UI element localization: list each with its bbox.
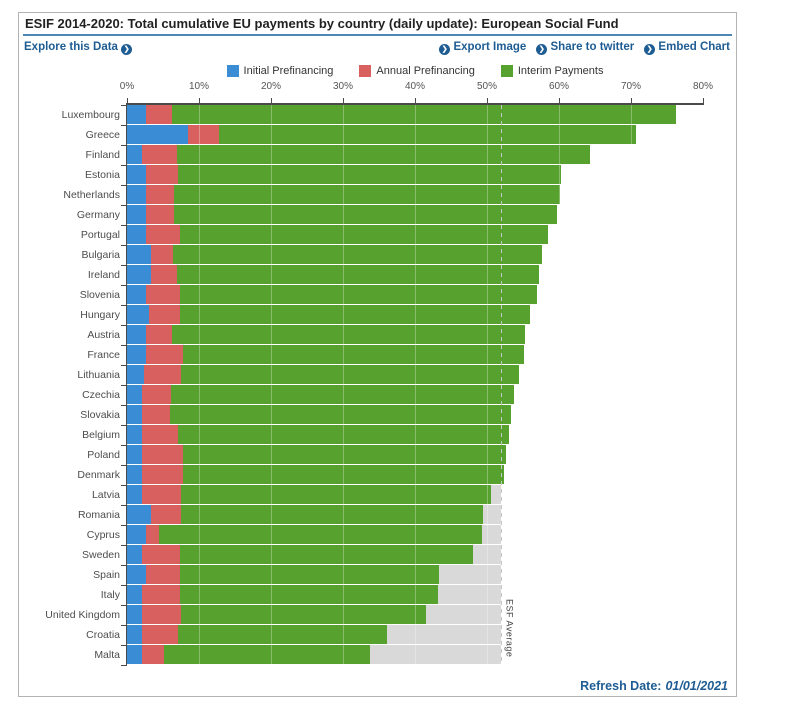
refresh-date (580, 679, 728, 693)
stacked-bar (127, 505, 483, 524)
title-divider (23, 34, 732, 36)
bar-segment-annual-prefinancing[interactable] (142, 445, 183, 464)
stacked-bar (127, 145, 590, 164)
legend-label: Initial Prefinancing (243, 65, 334, 77)
bar-segment-annual-prefinancing[interactable] (146, 185, 173, 204)
country-label: Czechia (82, 389, 120, 401)
country-label: Bulgaria (81, 249, 120, 261)
below-average-area (439, 565, 502, 584)
bar-segment-interim-payments[interactable] (172, 325, 526, 344)
country-label: Croatia (86, 629, 120, 641)
bar-segment-initial-prefinancing[interactable] (127, 245, 151, 264)
chevron-circle-icon: ❯ (121, 44, 132, 55)
y-axis-tick (121, 645, 126, 646)
country-label: Belgium (82, 429, 120, 441)
esf-average-line (501, 105, 502, 665)
bar-segment-initial-prefinancing[interactable] (127, 525, 146, 544)
bar-segment-initial-prefinancing[interactable] (127, 305, 149, 324)
country-label: Lithuania (77, 369, 120, 381)
country-labels-column (19, 105, 120, 665)
bar-segment-annual-prefinancing[interactable] (146, 105, 171, 124)
country-label: Malta (94, 649, 120, 661)
legend-swatch (359, 65, 371, 77)
bar-segment-interim-payments[interactable] (183, 445, 506, 464)
bar-segment-annual-prefinancing[interactable] (142, 405, 170, 424)
bar-segment-annual-prefinancing[interactable] (142, 545, 179, 564)
bar-segment-interim-payments[interactable] (159, 525, 482, 544)
legend-swatch (501, 65, 513, 77)
country-label: Denmark (77, 469, 120, 481)
stacked-bar (127, 525, 482, 544)
y-axis-tick (121, 125, 126, 126)
x-axis-tick-label: 50% (476, 81, 498, 92)
bar-segment-interim-payments[interactable] (180, 565, 439, 584)
bar-segment-initial-prefinancing[interactable] (127, 165, 146, 184)
bar-segment-annual-prefinancing[interactable] (146, 285, 179, 304)
y-axis-tick (121, 165, 126, 166)
bar-segment-interim-payments[interactable] (180, 225, 549, 244)
y-axis-tick (121, 105, 126, 106)
stacked-bar (127, 365, 519, 384)
gridline-overlay (415, 105, 416, 665)
bar-segment-interim-payments[interactable] (183, 345, 524, 364)
country-label: Finland (85, 149, 120, 161)
bar-segment-initial-prefinancing[interactable] (127, 545, 142, 564)
stacked-bar (127, 345, 524, 364)
bar-segment-annual-prefinancing[interactable] (146, 205, 173, 224)
bar-segment-interim-payments[interactable] (178, 625, 387, 644)
bar-segment-initial-prefinancing[interactable] (127, 225, 146, 244)
stacked-bar (127, 325, 525, 344)
country-label: Sweden (82, 549, 120, 561)
explore-data-link[interactable] (24, 41, 132, 53)
bar-segment-initial-prefinancing[interactable] (127, 205, 146, 224)
chart-legend (127, 65, 703, 77)
stacked-bar (127, 385, 514, 404)
bar-segment-annual-prefinancing[interactable] (188, 125, 219, 144)
bar-segment-interim-payments[interactable] (180, 285, 537, 304)
bar-segment-initial-prefinancing[interactable] (127, 505, 151, 524)
stacked-bar (127, 405, 511, 424)
y-axis-tick (121, 625, 126, 626)
y-axis-tick (121, 185, 126, 186)
below-average-area (426, 605, 502, 624)
x-axis-tick-label: 40% (404, 81, 426, 92)
bar-segment-interim-payments[interactable] (180, 545, 473, 564)
bar-segment-interim-payments[interactable] (170, 405, 511, 424)
bar-segment-interim-payments[interactable] (219, 125, 636, 144)
embed-chart-icon: ❯ (644, 44, 655, 55)
legend-swatch (227, 65, 239, 77)
gridline-overlay (487, 105, 488, 665)
below-average-area (491, 485, 502, 504)
bar-segment-initial-prefinancing[interactable] (127, 185, 146, 204)
refresh-date-label: Refresh Date: (580, 679, 662, 693)
export-image-label: Export Image (453, 41, 527, 53)
below-average-area (438, 585, 501, 604)
stacked-bar (127, 465, 504, 484)
stacked-bar (127, 645, 370, 664)
y-axis-tick (121, 565, 126, 566)
country-label: Ireland (87, 269, 120, 281)
country-label: France (87, 349, 120, 361)
bar-segment-initial-prefinancing[interactable] (127, 565, 146, 584)
gridline-overlay (703, 105, 704, 665)
y-axis-tick (121, 205, 126, 206)
bar-segment-annual-prefinancing[interactable] (151, 265, 176, 284)
embed-chart-link[interactable] (644, 41, 730, 55)
stacked-bar (127, 245, 542, 264)
country-label: Hungary (80, 309, 120, 321)
bar-segment-annual-prefinancing[interactable] (142, 425, 178, 444)
legend-item-annual-prefinancing[interactable] (359, 65, 474, 77)
country-label: Romania (77, 509, 120, 521)
x-axis-tick-label: 80% (692, 81, 714, 92)
bar-segment-initial-prefinancing[interactable] (127, 465, 142, 484)
country-label: Slovenia (79, 289, 120, 301)
bar-segment-annual-prefinancing[interactable] (146, 225, 179, 244)
country-label: Spain (93, 569, 120, 581)
embed-chart-label: Embed Chart (658, 41, 730, 53)
bar-segment-interim-payments[interactable] (181, 365, 519, 384)
share-twitter-link[interactable] (536, 41, 634, 55)
bar-segment-annual-prefinancing[interactable] (142, 625, 178, 644)
y-axis-tick (121, 525, 126, 526)
y-axis-tick (121, 445, 126, 446)
gridline-overlay (271, 105, 272, 665)
bar-segment-initial-prefinancing[interactable] (127, 425, 142, 444)
country-label: Slovakia (80, 409, 120, 421)
bar-segment-initial-prefinancing[interactable] (127, 445, 142, 464)
bar-segment-initial-prefinancing[interactable] (127, 485, 142, 504)
gridline-overlay (559, 105, 560, 665)
bar-segment-initial-prefinancing[interactable] (127, 325, 146, 344)
bar-segment-initial-prefinancing[interactable] (127, 365, 144, 384)
share-twitter-icon: ❯ (536, 44, 547, 55)
stacked-bar (127, 605, 426, 624)
country-label: Germany (76, 209, 120, 221)
y-axis-tick (121, 345, 126, 346)
bar-segment-interim-payments[interactable] (181, 505, 483, 524)
bar-segment-interim-payments[interactable] (164, 645, 369, 664)
share-twitter-label: Share to twitter (550, 41, 635, 53)
stacked-bar (127, 425, 509, 444)
x-axis-tick-label: 60% (548, 81, 570, 92)
bar-segment-interim-payments[interactable] (181, 605, 426, 624)
bar-segment-initial-prefinancing[interactable] (127, 125, 188, 144)
y-axis-tick (121, 385, 126, 386)
stacked-bar (127, 165, 561, 184)
stacked-bar (127, 225, 548, 244)
bar-segment-annual-prefinancing[interactable] (151, 505, 181, 524)
stacked-bar (127, 485, 491, 504)
bar-segment-annual-prefinancing[interactable] (142, 645, 164, 664)
explore-data-label: Explore this Data (24, 41, 118, 53)
stacked-bar (127, 305, 530, 324)
export-image-icon: ❯ (439, 44, 450, 55)
country-label: Luxembourg (61, 109, 120, 121)
bar-segment-interim-payments[interactable] (177, 145, 590, 164)
country-label: Netherlands (63, 189, 120, 201)
bar-segment-annual-prefinancing[interactable] (146, 565, 179, 584)
esf-average-label: ESF Average (504, 599, 515, 658)
toolbar (24, 41, 730, 57)
bar-segment-interim-payments[interactable] (177, 265, 539, 284)
bar-segment-annual-prefinancing[interactable] (149, 305, 179, 324)
country-label: Latvia (91, 489, 120, 501)
gridline-overlay (343, 105, 344, 665)
below-average-area (387, 625, 501, 644)
country-label: Italy (100, 589, 120, 601)
stacked-bar (127, 445, 506, 464)
y-axis-tick (121, 425, 126, 426)
x-axis-tick-label: 20% (260, 81, 282, 92)
y-axis-tick (121, 245, 126, 246)
stacked-bar (127, 105, 676, 124)
bar-segment-initial-prefinancing[interactable] (127, 585, 142, 604)
bar-segment-interim-payments[interactable] (181, 485, 491, 504)
y-axis-tick (121, 145, 126, 146)
chart-title: ESIF 2014-2020: Total cumulative EU payments by country (daily update): European Social Fund (25, 16, 619, 31)
y-axis-tick (121, 605, 126, 606)
bar-segment-initial-prefinancing[interactable] (127, 145, 142, 164)
toolbar-right (439, 41, 730, 55)
bar-segment-interim-payments[interactable] (180, 305, 531, 324)
bar-segment-initial-prefinancing[interactable] (127, 405, 142, 424)
bar-segment-initial-prefinancing[interactable] (127, 105, 146, 124)
bar-segment-annual-prefinancing[interactable] (142, 145, 177, 164)
y-axis-tick (121, 405, 126, 406)
x-axis-tick-label: 10% (188, 81, 210, 92)
bar-segment-initial-prefinancing[interactable] (127, 265, 151, 284)
export-image-link[interactable] (439, 41, 526, 55)
refresh-date-value: 01/01/2021 (665, 679, 728, 693)
country-label: Estonia (84, 169, 120, 181)
plot-area (127, 105, 703, 665)
bar-segment-annual-prefinancing[interactable] (151, 245, 173, 264)
y-axis-tick (121, 285, 126, 286)
x-axis-tick-label: 70% (620, 81, 642, 92)
x-axis-tick-label: 30% (332, 81, 354, 92)
bar-segment-interim-payments[interactable] (172, 105, 676, 124)
bar-segment-annual-prefinancing[interactable] (142, 465, 183, 484)
bar-segment-annual-prefinancing[interactable] (144, 365, 181, 384)
stacked-bar (127, 585, 438, 604)
stacked-bar (127, 285, 537, 304)
bar-segment-interim-payments[interactable] (178, 165, 561, 184)
y-axis-tick (121, 305, 126, 306)
y-axis-tick (121, 505, 126, 506)
stacked-bar (127, 205, 557, 224)
bar-segment-initial-prefinancing[interactable] (127, 285, 146, 304)
legend-label: Interim Payments (517, 65, 604, 77)
country-label: United Kingdom (45, 609, 120, 621)
y-axis-tick (121, 225, 126, 226)
legend-item-interim-payments[interactable] (501, 65, 604, 77)
bar-segment-annual-prefinancing[interactable] (142, 605, 181, 624)
bar-segment-interim-payments[interactable] (174, 205, 557, 224)
below-average-area (370, 645, 502, 664)
y-axis-tick (121, 485, 126, 486)
legend-label: Annual Prefinancing (376, 65, 475, 77)
gridline-overlay (631, 105, 632, 665)
country-label: Portugal (80, 229, 120, 241)
y-axis-tick (121, 365, 126, 366)
country-label: Greece (85, 129, 120, 141)
chart-container (18, 12, 737, 697)
y-axis-tick (121, 265, 126, 266)
bar-segment-initial-prefinancing[interactable] (127, 645, 142, 664)
y-axis-tick (121, 465, 126, 466)
stacked-bar (127, 265, 539, 284)
bar-segment-initial-prefinancing[interactable] (127, 385, 142, 404)
bar-segment-initial-prefinancing[interactable] (127, 605, 142, 624)
y-axis-tick (121, 545, 126, 546)
stacked-bar (127, 625, 387, 644)
below-average-area (482, 525, 501, 544)
bar-segment-initial-prefinancing[interactable] (127, 625, 142, 644)
y-axis-tick (121, 665, 126, 666)
country-label: Poland (87, 449, 120, 461)
bar-segment-annual-prefinancing[interactable] (142, 485, 181, 504)
stacked-bar (127, 565, 439, 584)
stacked-bar (127, 545, 473, 564)
y-axis-tick (121, 585, 126, 586)
gridline-overlay (199, 105, 200, 665)
bar-segment-annual-prefinancing[interactable] (142, 585, 179, 604)
bar-segment-annual-prefinancing[interactable] (146, 525, 159, 544)
country-label: Austria (87, 329, 120, 341)
bar-segment-initial-prefinancing[interactable] (127, 345, 146, 364)
bar-segment-annual-prefinancing[interactable] (146, 165, 178, 184)
bar-segment-annual-prefinancing[interactable] (146, 325, 171, 344)
bar-segment-interim-payments[interactable] (180, 585, 438, 604)
bar-segment-annual-prefinancing[interactable] (146, 345, 183, 364)
x-axis-tick-label: 0% (119, 81, 135, 92)
bar-segment-annual-prefinancing[interactable] (142, 385, 171, 404)
country-label: Cyprus (86, 529, 120, 541)
y-axis-tick (121, 325, 126, 326)
legend-item-initial-prefinancing[interactable] (227, 65, 334, 77)
